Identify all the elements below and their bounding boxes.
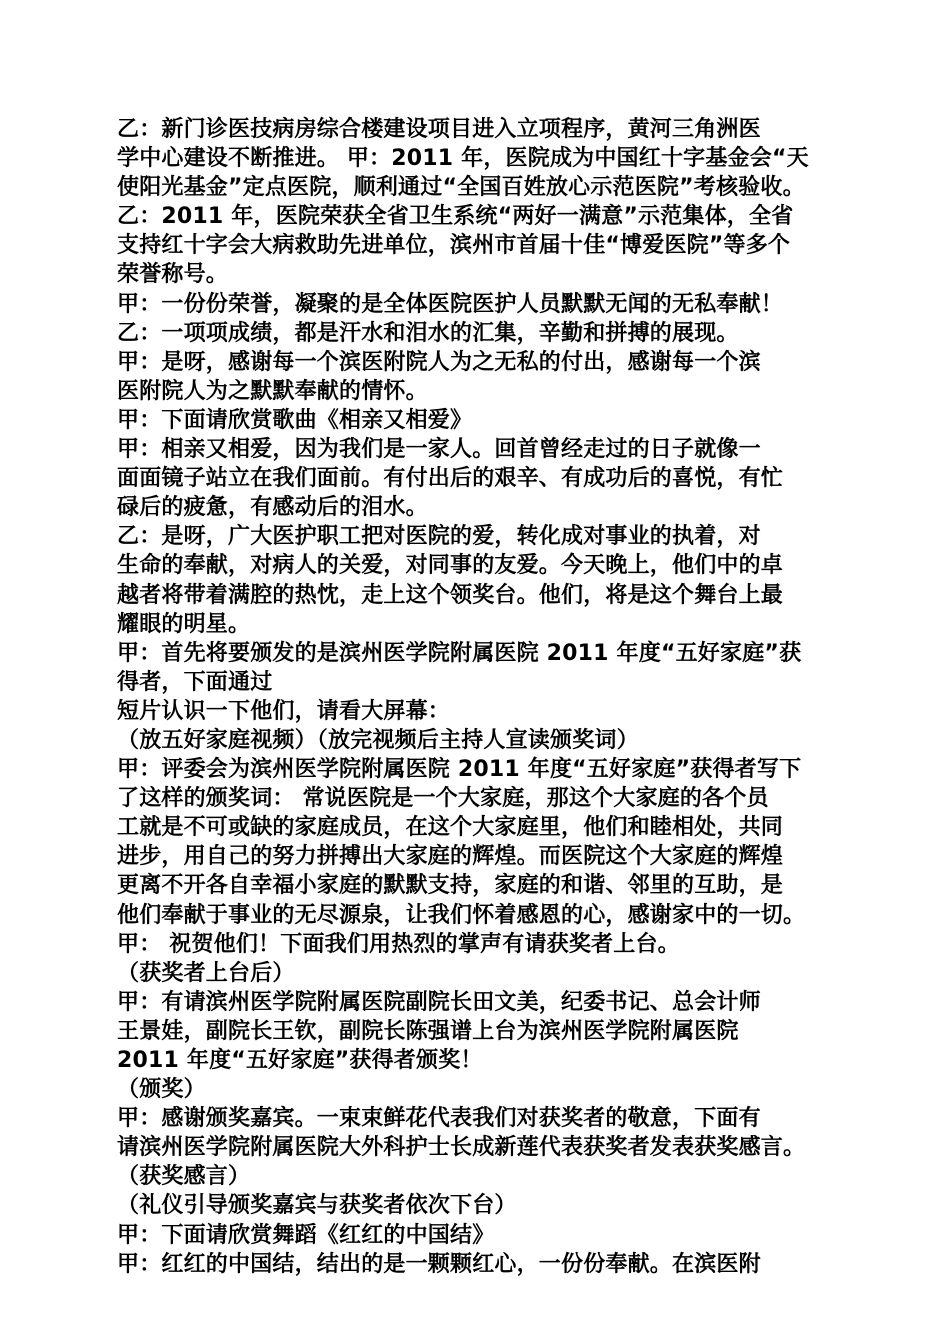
text-line: 得者，下面通过 <box>117 669 273 695</box>
text-line: 耀眼的明星。 <box>117 611 251 637</box>
text-line: 甲：评委会为滨州医学院附属医院 2011 年度“五好家庭”获得者写下 <box>117 757 802 783</box>
text-line: 面面镜子站立在我们面前。有付出后的艰辛、有成功后的喜悦，有忙 <box>117 466 784 492</box>
text-line: 学中心建设不断推进。 甲：2011 年，医院成为中国红十字基金会“天 <box>117 146 809 172</box>
text-line: 甲：是呀，感谢每一个滨医附院人为之无私的付出，感谢每一个滨 <box>117 349 761 375</box>
text-line: 甲：下面请欣赏歌曲《相亲又相爱》 <box>117 407 473 433</box>
text-line: 甲：感谢颁奖嘉宾。一束束鲜花代表我们对获奖者的敬意，下面有 <box>117 1106 761 1132</box>
text-line: 甲：有请滨州医学院附属医院副院长田文美，纪委书记、总会计师 <box>117 989 761 1015</box>
text-line: 王景娃，副院长王钦，副院长陈强谱上台为滨州医学院附属医院 <box>117 1018 739 1044</box>
document-body <box>117 115 857 1279</box>
text-line: 支持红十字会大病救助先进单位，滨州市首届十佳“博爱医院”等多个 <box>117 233 791 259</box>
text-line: 工就是不可或缺的家庭成员，在这个大家庭里，他们和睦相处，共同 <box>117 815 784 841</box>
text-line: 乙：一项项成绩，都是汗水和泪水的汇集，辛勤和拼搏的展现。 <box>117 320 739 346</box>
text-line: 2011 年度“五好家庭”获得者颁奖！ <box>117 1048 483 1073</box>
text-line: 甲：红红的中国结，结出的是一颗颗红心，一份份奉献。在滨医附 <box>117 1251 761 1277</box>
text-line: 乙：是呀，广大医护职工把对医院的爱，转化成对事业的执着，对 <box>117 524 761 550</box>
text-line: 使阳光基金”定点医院，顺利通过“全国百姓放心示范医院”考核验收。 <box>117 175 805 201</box>
text-line: 荣誉称号。 <box>117 262 229 288</box>
text-line: 碌后的疲惫，有感动后的泪水。 <box>117 495 428 521</box>
text-line: 乙：2011 年，医院荣获全省卫生系统“两好一满意”示范集体，全省 <box>117 204 794 230</box>
text-line: （颁奖） <box>117 1077 206 1103</box>
text-line: （获奖者上台后） <box>117 960 295 986</box>
text-line: 了这样的颁奖词： 常说医院是一个大家庭，那这个大家庭的各个员 <box>117 786 769 812</box>
text-line: （礼仪引导颁奖嘉宾与获奖者依次下台） <box>117 1193 517 1219</box>
text-line: 甲： 祝贺他们！下面我们用热烈的掌声有请获奖者上台。 <box>117 931 680 957</box>
text-line: 生命的奉献，对病人的关爱，对同事的友爱。今天晚上，他们中的卓 <box>117 553 784 579</box>
text-line: 甲：一份份荣誉，凝聚的是全体医院医护人员默默无闻的无私奉献！ <box>117 291 784 317</box>
text-line: 甲：首先将要颁发的是滨州医学院附属医院 2011 年度“五好家庭”获 <box>117 640 802 666</box>
text-line: 进步，用自己的努力拼搏出大家庭的辉煌。而医院这个大家庭的辉煌 <box>117 844 784 870</box>
text-line: 甲：相亲又相爱，因为我们是一家人。回首曾经走过的日子就像一 <box>117 437 761 463</box>
text-line: 甲：下面请欣赏舞蹈《红红的中国结》 <box>117 1222 495 1248</box>
text-line: 更离不开各自幸福小家庭的默默支持，家庭的和谐、邻里的互助，是 <box>117 873 784 899</box>
text-line: 请滨州医学院附属医院大外科护士长成新莲代表获奖者发表获奖感言。 <box>117 1135 806 1161</box>
text-line: 医附院人为之默默奉献的情怀。 <box>117 378 428 404</box>
text-line: 他们奉献于事业的无尽源泉，让我们怀着感恩的心，感谢家中的一切。 <box>117 902 806 928</box>
text-line: 乙：新门诊医技病房综合楼建设项目进入立项程序，黄河三角洲医 <box>117 117 761 142</box>
text-line: （获奖感言） <box>117 1164 251 1190</box>
text-line: 短片认识一下他们，请看大屏幕： <box>117 698 451 724</box>
text-line: 越者将带着满腔的热忱，走上这个领奖台。他们，将是这个舞台上最 <box>117 582 784 608</box>
text-line: （放五好家庭视频）（放完视频后主持人宣读颁奖词） <box>117 727 639 753</box>
